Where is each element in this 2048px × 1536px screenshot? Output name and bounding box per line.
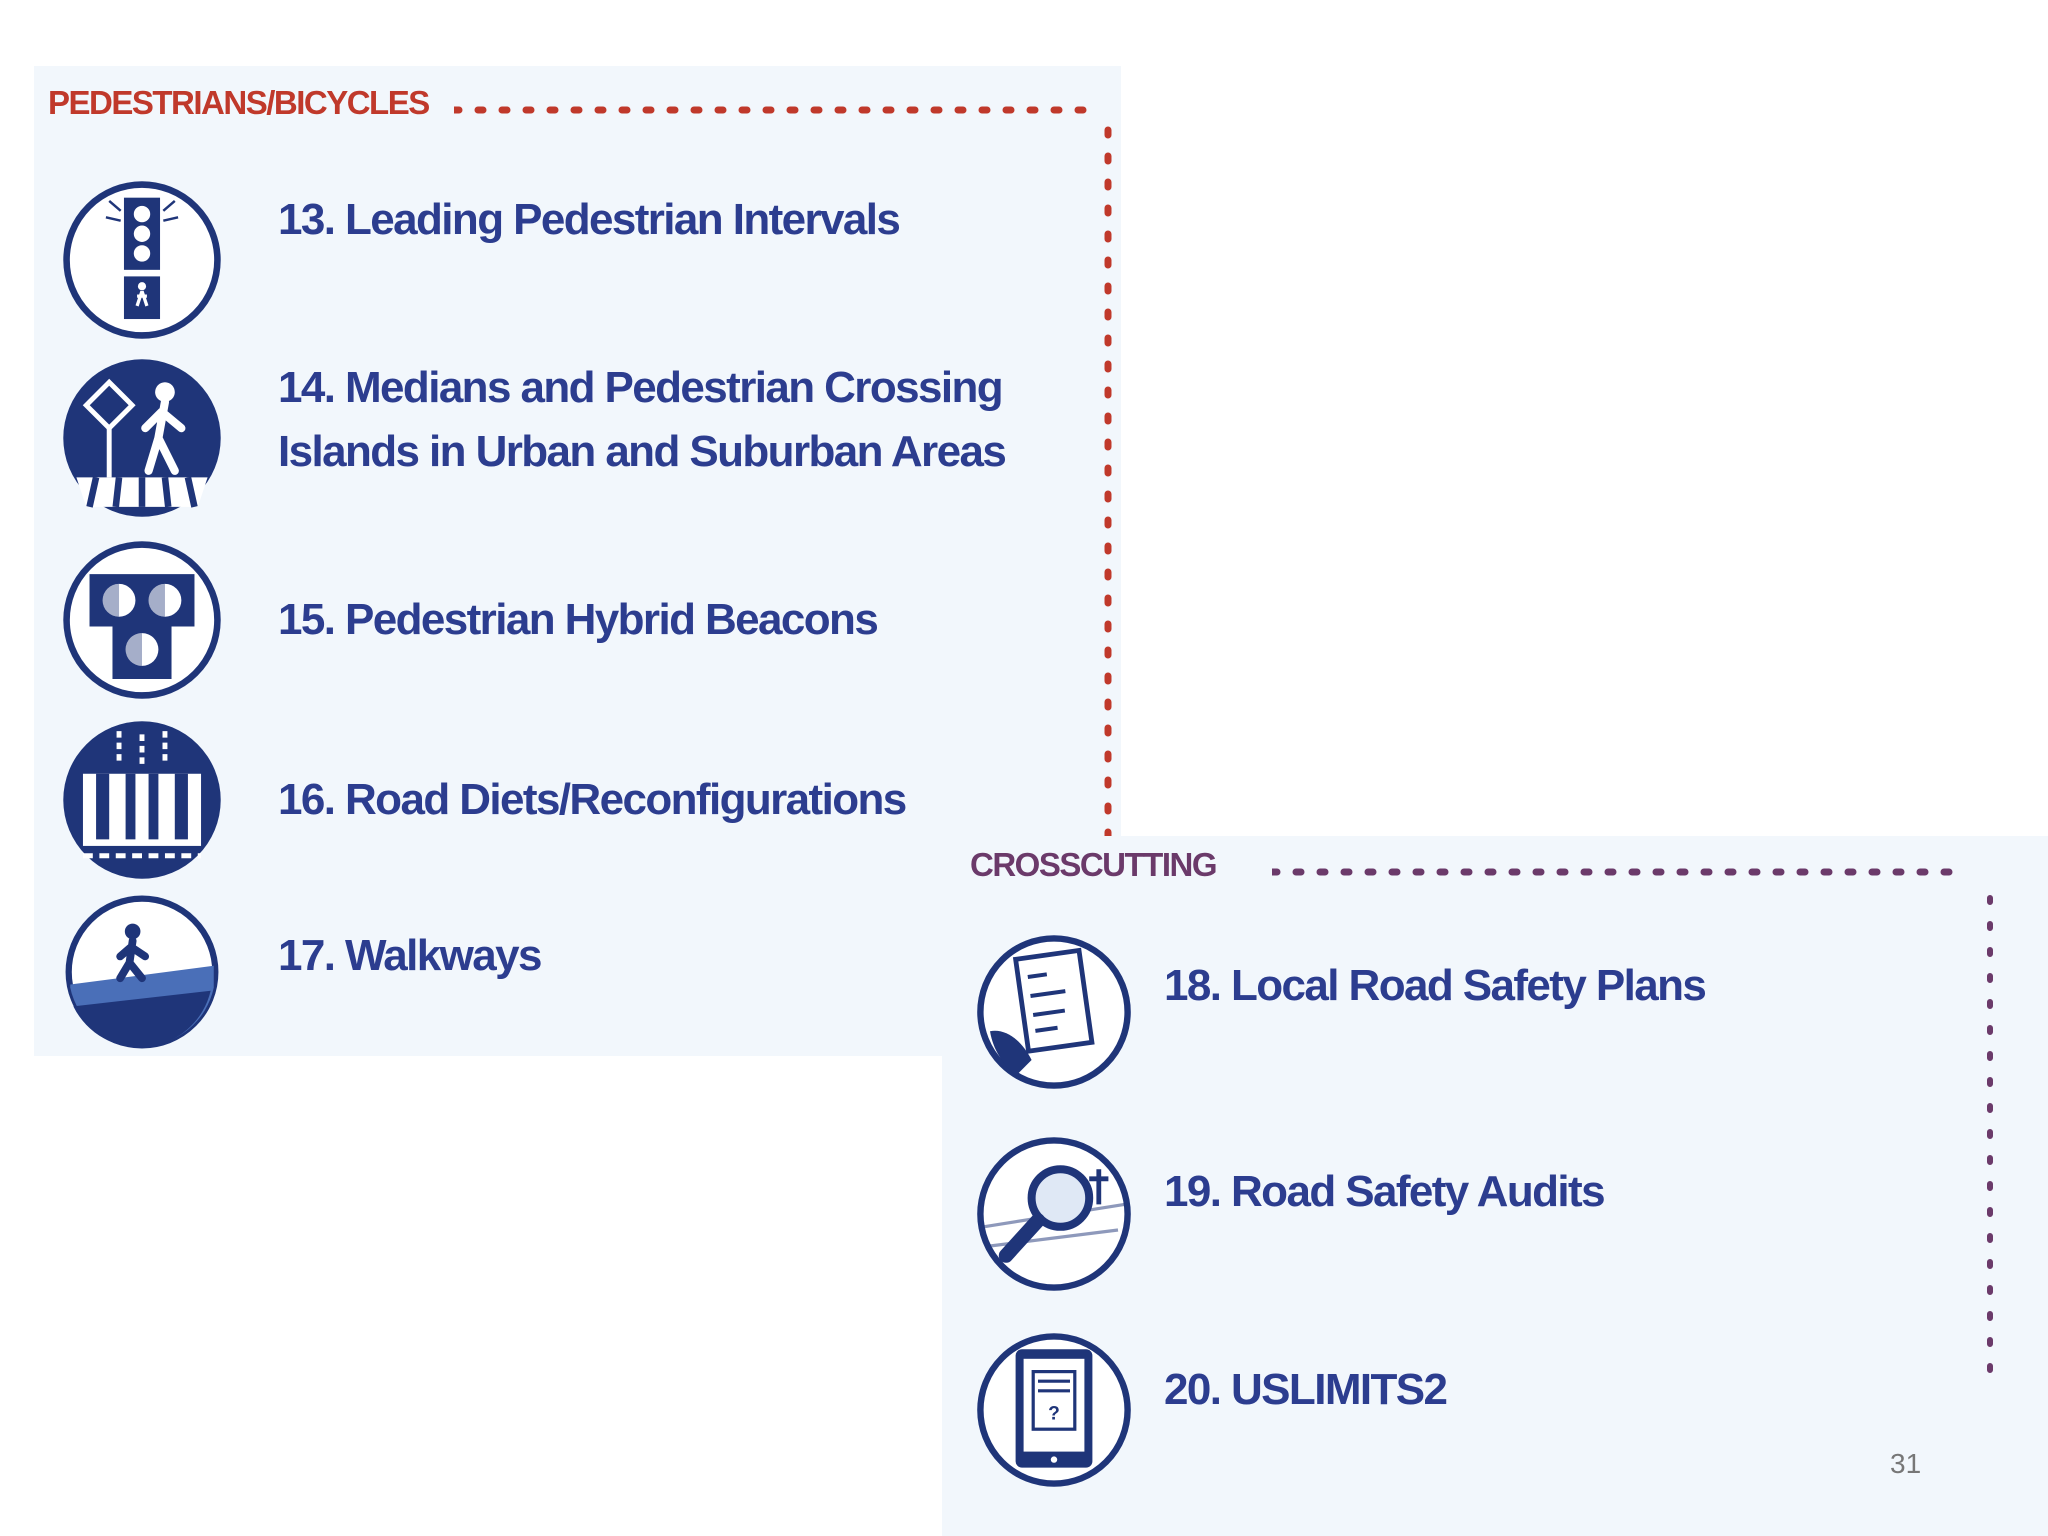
crosscutting-panel [942,836,2048,1536]
crosscutting-dotted-border [1272,862,2048,1382]
magnifier-audit-icon [974,1134,1134,1294]
item-label-20: 20. USLIMITS2 [1164,1365,1447,1414]
item-label-18: 18. Local Road Safety Plans [1164,961,1706,1010]
tablet-speed-limit-icon [974,1330,1134,1490]
walkway-icon [64,894,220,1050]
item-label-13: 13. Leading Pedestrian Intervals [278,195,900,244]
item-label-14-line1: 14. Medians and Pedestrian Crossing [278,363,1003,412]
page-number: 31 [1890,1448,1922,1479]
item-label-19: 19. Road Safety Audits [1164,1167,1604,1216]
hybrid-beacon-icon [60,538,224,702]
checklist-plan-icon [974,932,1134,1092]
item-label-14-line2: Islands in Urban and Suburban Areas [278,427,1006,476]
pedestrians-bicycles-heading: PEDESTRIANS/BICYCLES [48,84,429,121]
traffic-signal-pedestrian-icon [60,178,224,342]
road-diet-icon [60,718,224,882]
pedestrian-crossing-icon [60,356,224,520]
svg-text:?: ? [1048,1403,1060,1425]
crosscutting-heading: CROSSCUTTING [970,846,1216,883]
item-label-16: 16. Road Diets/Reconfigurations [278,775,906,824]
item-label-15: 15. Pedestrian Hybrid Beacons [278,595,878,644]
item-label-17: 17. Walkways [278,931,541,980]
